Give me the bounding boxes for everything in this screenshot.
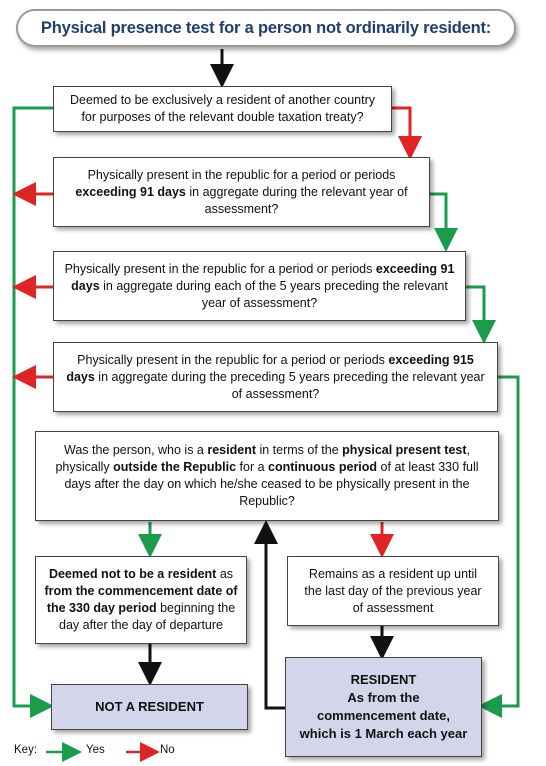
question-outside-republic-330-days: Was the person, who is a resident in terms of the physical present test, physically outside the Republic for a continuous period of at least 330 full days after the day on which he/she ceased to be physically present in the Republic?	[35, 431, 499, 521]
outcome-remains-resident: Remains as a resident up until the last day of the previous year of assessment	[287, 556, 499, 626]
question-915-days-5-years: Physically present in the republic for a period or periods exceeding 915 days in aggregate during the preceding 5 years preceding the relevant year of assessment?	[53, 342, 498, 412]
question-treaty-resident: Deemed to be exclusively a resident of another country for purposes of the relevant double taxation treaty?	[53, 86, 392, 132]
key-yes-label: Yes	[86, 744, 105, 756]
question-91-days-each-5-years: Physically present in the republic for a period or periods exceeding 91 days in aggregate during each of the 5 years preceding the relevant year of assessment?	[53, 251, 466, 321]
arrow-q2-yes	[430, 194, 446, 240]
result-resident: RESIDENT As from the commencement date, which is 1 March each year	[285, 657, 482, 757]
arrow-q3-yes	[466, 287, 484, 332]
arrow-resident-to-q5	[266, 532, 285, 708]
arrow-q4-yes	[490, 377, 518, 706]
outcome-deemed-not-resident: Deemed not to be a resident as from the commencement date of the 330 day period beginning the day after the day of departure	[35, 556, 247, 644]
diagram-title: Physical presence test for a person not ordinarily resident:	[16, 9, 516, 47]
resident-heading: RESIDENT	[350, 672, 417, 687]
question-91-days-current-year: Physically present in the republic for a period or periods exceeding 91 days in aggregate during the relevant year of assessment?	[53, 157, 430, 227]
key-no-label: No	[160, 744, 175, 756]
arrow-q1-no	[392, 108, 410, 148]
result-not-a-resident: NOT A RESIDENT	[51, 684, 248, 730]
key-label: Key:	[14, 744, 38, 756]
